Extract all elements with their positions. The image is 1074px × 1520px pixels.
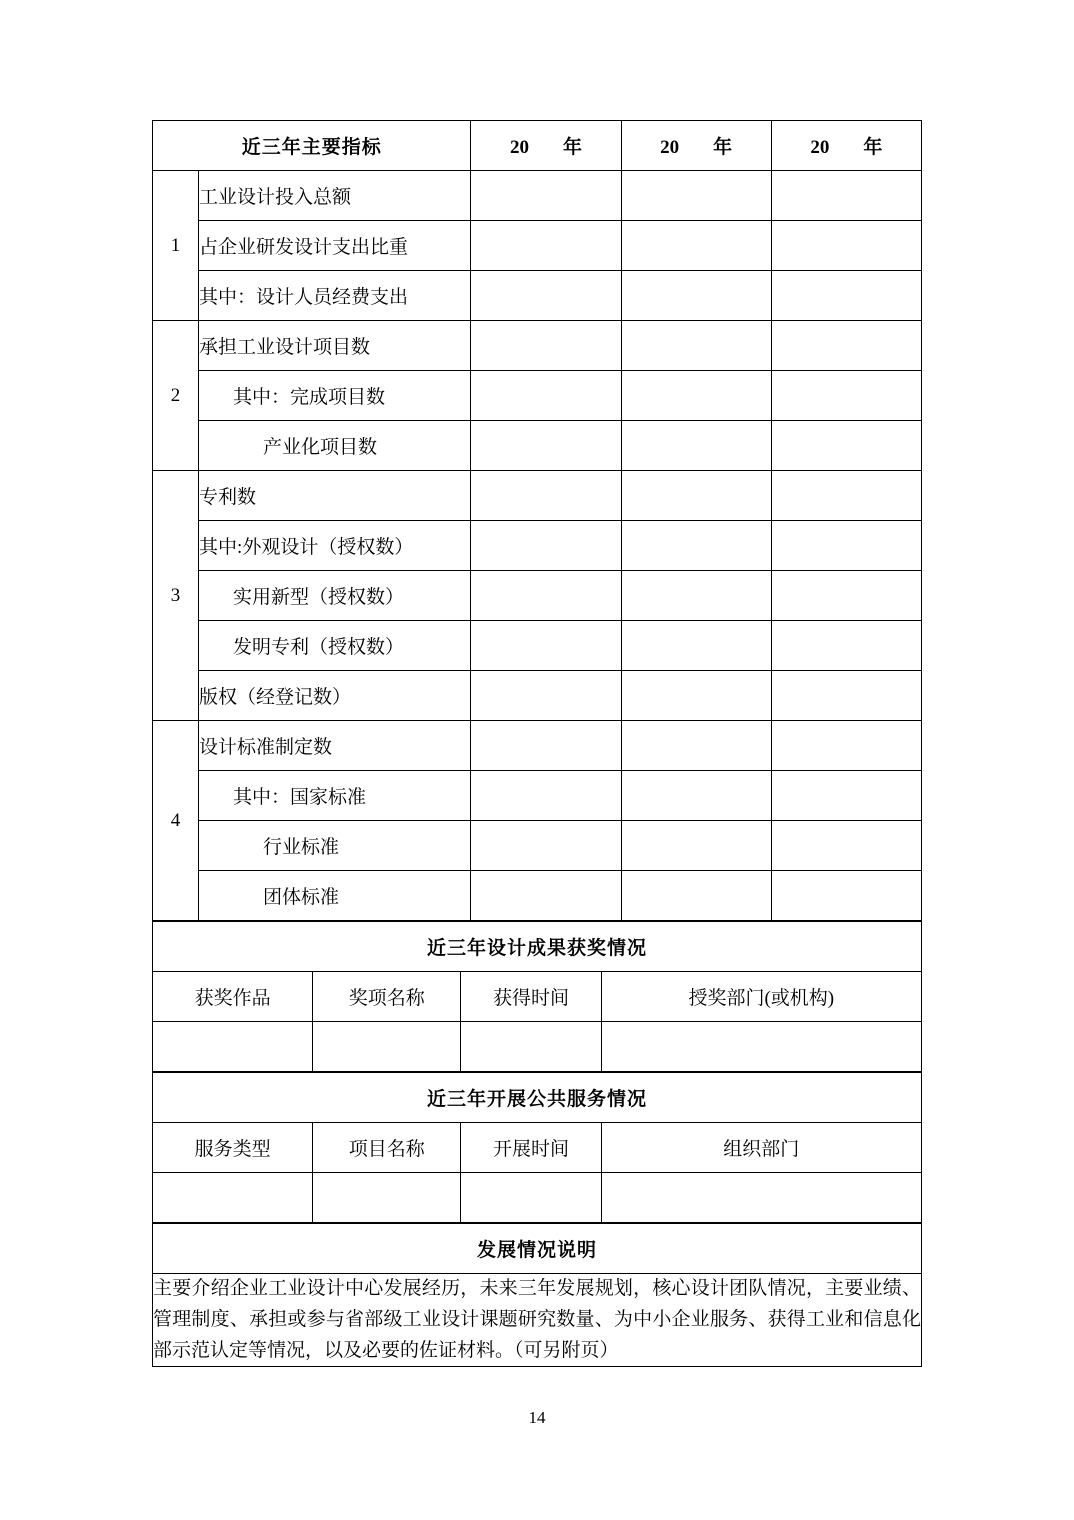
value-cell-y2[interactable] <box>621 521 771 571</box>
services-header-row <box>153 1123 922 1173</box>
value-cell-y3[interactable] <box>771 571 921 621</box>
development-body-row <box>153 1274 922 1367</box>
table-row <box>153 771 922 821</box>
value-cell-y3[interactable] <box>771 421 921 471</box>
table-row <box>153 821 922 871</box>
table-row <box>153 171 922 221</box>
table-row <box>153 471 922 521</box>
year-prefix-2: 20 <box>660 137 680 158</box>
value-cell-y3[interactable] <box>771 271 921 321</box>
value-cell-y2[interactable] <box>621 471 771 521</box>
indicator-label: 设计标准制定数 <box>199 721 471 771</box>
services-col-date: 开展时间 <box>461 1123 601 1173</box>
services-cell-project[interactable] <box>313 1173 461 1223</box>
value-cell-y1[interactable] <box>471 171 621 221</box>
year-column-header-1 <box>471 121 621 171</box>
services-col-type: 服务类型 <box>153 1123 313 1173</box>
value-cell-y2[interactable] <box>621 371 771 421</box>
table-row <box>153 1173 922 1223</box>
value-cell-y1[interactable] <box>471 871 621 921</box>
awards-cell-org[interactable] <box>601 1022 921 1072</box>
group-index-3: 3 <box>153 471 199 721</box>
value-cell-y3[interactable] <box>771 321 921 371</box>
indicators-header-row <box>153 121 922 171</box>
awards-table <box>152 921 922 1072</box>
value-cell-y1[interactable] <box>471 221 621 271</box>
awards-col-org: 授奖部门(或机构) <box>601 972 921 1022</box>
awards-section-title: 近三年设计成果获奖情况 <box>153 922 922 972</box>
indicator-label: 行业标准 <box>199 821 471 871</box>
development-title-row <box>153 1224 922 1274</box>
indicator-label: 承担工业设计项目数 <box>199 321 471 371</box>
value-cell-y1[interactable] <box>471 671 621 721</box>
table-row <box>153 571 922 621</box>
value-cell-y2[interactable] <box>621 221 771 271</box>
value-cell-y1[interactable] <box>471 571 621 621</box>
value-cell-y1[interactable] <box>471 471 621 521</box>
awards-cell-work[interactable] <box>153 1022 313 1072</box>
value-cell-y1[interactable] <box>471 371 621 421</box>
indicator-label: 实用新型（授权数） <box>199 571 471 621</box>
indicator-label: 其中：设计人员经费支出 <box>199 271 471 321</box>
value-cell-y2[interactable] <box>621 621 771 671</box>
value-cell-y1[interactable] <box>471 771 621 821</box>
value-cell-y2[interactable] <box>621 671 771 721</box>
table-row <box>153 1022 922 1072</box>
awards-col-date: 获得时间 <box>461 972 601 1022</box>
group-index-1: 1 <box>153 171 199 321</box>
group-index-2: 2 <box>153 321 199 471</box>
value-cell-y3[interactable] <box>771 221 921 271</box>
year-column-header-2 <box>621 121 771 171</box>
indicator-label: 专利数 <box>199 471 471 521</box>
year-suffix-3: 年 <box>863 137 883 158</box>
table-row <box>153 671 922 721</box>
table-row <box>153 221 922 271</box>
value-cell-y3[interactable] <box>771 471 921 521</box>
value-cell-y2[interactable] <box>621 321 771 371</box>
value-cell-y3[interactable] <box>771 671 921 721</box>
awards-col-prize: 奖项名称 <box>313 972 461 1022</box>
table-row <box>153 421 922 471</box>
year-suffix-1: 年 <box>562 137 582 158</box>
form-sheet <box>152 120 922 1367</box>
year-prefix-3: 20 <box>810 137 830 158</box>
value-cell-y2[interactable] <box>621 721 771 771</box>
value-cell-y3[interactable] <box>771 821 921 871</box>
awards-title-row <box>153 922 922 972</box>
value-cell-y2[interactable] <box>621 271 771 321</box>
table-row <box>153 871 922 921</box>
value-cell-y2[interactable] <box>621 421 771 471</box>
value-cell-y2[interactable] <box>621 871 771 921</box>
group-index-4: 4 <box>153 721 199 921</box>
value-cell-y1[interactable] <box>471 821 621 871</box>
development-instructions[interactable] <box>153 1274 922 1367</box>
value-cell-y1[interactable] <box>471 721 621 771</box>
awards-header-row <box>153 972 922 1022</box>
table-row <box>153 521 922 571</box>
value-cell-y2[interactable] <box>621 171 771 221</box>
indicator-label: 其中：国家标准 <box>199 771 471 821</box>
table-row <box>153 271 922 321</box>
value-cell-y1[interactable] <box>471 621 621 671</box>
services-col-project: 项目名称 <box>313 1123 461 1173</box>
value-cell-y2[interactable] <box>621 571 771 621</box>
indicator-label: 其中：完成项目数 <box>199 371 471 421</box>
services-title-row <box>153 1073 922 1123</box>
table-row <box>153 621 922 671</box>
indicator-label: 工业设计投入总额 <box>199 171 471 221</box>
development-table <box>152 1223 922 1367</box>
services-col-org: 组织部门 <box>601 1123 921 1173</box>
indicator-label: 产业化项目数 <box>199 421 471 471</box>
services-table <box>152 1072 922 1223</box>
value-cell-y3[interactable] <box>771 871 921 921</box>
services-section-title: 近三年开展公共服务情况 <box>153 1073 922 1123</box>
value-cell-y1[interactable] <box>471 271 621 321</box>
value-cell-y3[interactable] <box>771 621 921 671</box>
table-row <box>153 371 922 421</box>
indicator-label: 发明专利（授权数） <box>199 621 471 671</box>
table-row <box>153 321 922 371</box>
value-cell-y3[interactable] <box>771 721 921 771</box>
value-cell-y1[interactable] <box>471 521 621 571</box>
indicators-header-label: 近三年主要指标 <box>153 121 471 171</box>
awards-cell-prize[interactable] <box>313 1022 461 1072</box>
indicator-label: 占企业研发设计支出比重 <box>199 221 471 271</box>
indicators-table <box>152 120 922 921</box>
indicator-label: 团体标准 <box>199 871 471 921</box>
value-cell-y2[interactable] <box>621 771 771 821</box>
value-cell-y1[interactable] <box>471 321 621 371</box>
services-cell-type[interactable] <box>153 1173 313 1223</box>
services-cell-date[interactable] <box>461 1173 601 1223</box>
awards-cell-date[interactable] <box>461 1022 601 1072</box>
value-cell-y3[interactable] <box>771 771 921 821</box>
awards-col-work: 获奖作品 <box>153 972 313 1022</box>
value-cell-y1[interactable] <box>471 421 621 471</box>
page-number: 14 <box>528 1408 546 1427</box>
indicator-label: 版权（经登记数） <box>199 671 471 721</box>
value-cell-y3[interactable] <box>771 371 921 421</box>
year-column-header-3 <box>771 121 921 171</box>
year-suffix-2: 年 <box>713 137 733 158</box>
indicator-label: 其中:外观设计（授权数） <box>199 521 471 571</box>
development-section-title: 发展情况说明 <box>153 1224 922 1274</box>
value-cell-y3[interactable] <box>771 171 921 221</box>
development-instructions-text: 主要介绍企业工业设计中心发展经历，未来三年发展规划，核心设计团队情况，主要业绩、管理制度、承担或参与省部级工业设计课题研究数量、为中小企业服务、获得工业和信息化部示范认定等情况，以及必要的佐证材料。（可另附页） <box>153 1278 921 1361</box>
table-row <box>153 721 922 771</box>
year-prefix-1: 20 <box>509 137 529 158</box>
value-cell-y3[interactable] <box>771 521 921 571</box>
value-cell-y2[interactable] <box>621 821 771 871</box>
services-cell-org[interactable] <box>601 1173 921 1223</box>
